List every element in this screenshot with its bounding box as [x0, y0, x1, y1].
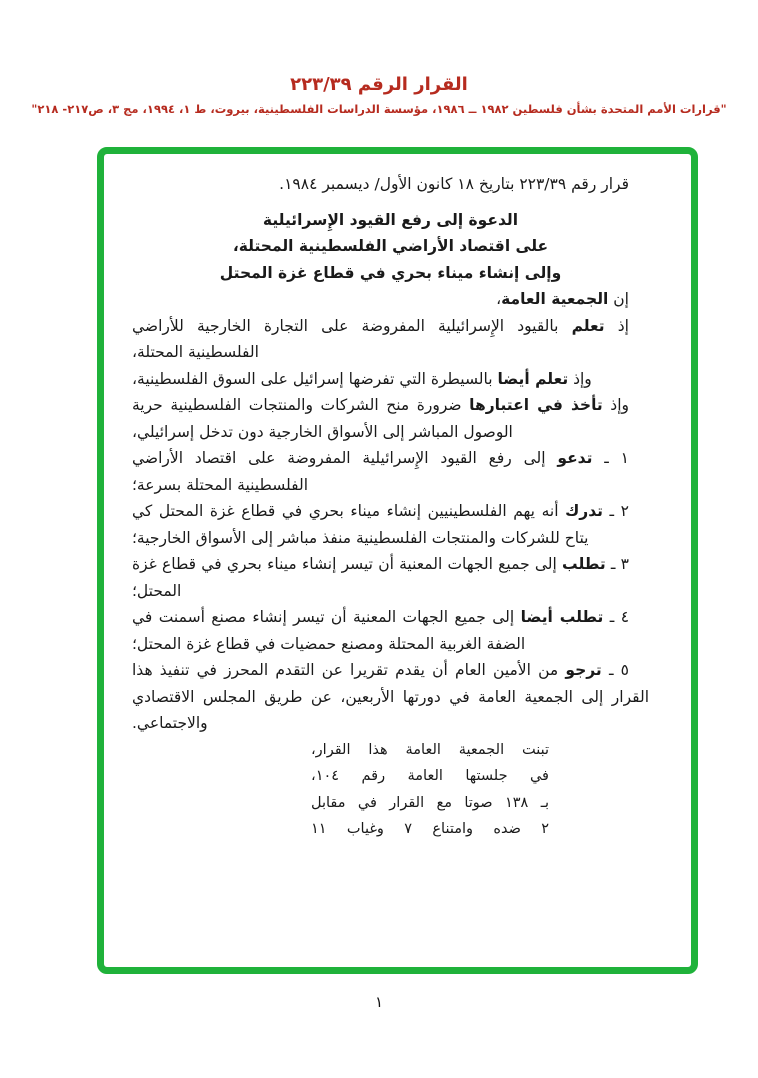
operative-verb: تطلب أيضا: [520, 608, 604, 626]
paragraph-text: وإذ: [602, 396, 629, 414]
paragraph-text: إذ: [604, 316, 629, 335]
resolution-paragraph: [132, 657, 649, 737]
adoption-note-line: ٢ ضده وامتناع ٧ وغياب ١١: [311, 821, 550, 837]
resolution-number-title: القرار الرقم ٢٢٣/٣٩: [290, 74, 468, 95]
adoption-note: [311, 737, 549, 843]
paragraph-text: ضرورة منح الشركات والمنتجات الفلسطينية حرية الوصول المباشر إلى الأسواق الخارجية دون تدخل إسرائيلي،: [132, 396, 513, 441]
operative-verb: تعلم أيضا: [497, 369, 569, 388]
paragraph-text: إلى جميع الجهات المعنية أن تيسر إنشاء ميناء بحري في قطاع غزة المحتل؛: [132, 555, 563, 600]
paragraph-text: بالقيود الإِسرائيلية المفروضة على التجارة الخارجية للأراضي الفلسطينية المحتلة،: [132, 316, 572, 361]
paragraph-text: ٢ ـ: [602, 502, 629, 520]
paragraph-text: ،: [496, 290, 502, 308]
operative-verb: تطلب: [562, 555, 606, 573]
resolution-paragraph: [132, 604, 649, 657]
resolution-title-line: وإلى إنشاء ميناء بحري في قطاع غزة المحتل: [219, 263, 562, 282]
resolution-paragraph: [132, 313, 649, 366]
document-header: [0, 74, 758, 116]
operative-verb: تدرك: [565, 502, 603, 520]
operative-verb: الجمعية العامة: [501, 290, 609, 308]
operative-verb: تعلم: [571, 316, 605, 335]
adoption-note-line: في جلستها العامة رقم ١٠٤،: [311, 768, 549, 784]
adoption-note-line: بـ ١٣٨ صوتا مع القرار في مقابل: [311, 794, 549, 811]
adoption-note-line: تبنت الجمعية العامة هذا القرار،: [311, 741, 549, 758]
resolution-paragraph: [132, 392, 649, 445]
paragraph-text: إلى رفع القيود الإِسرائيلية المفروضة على اقتصاد الأراضي الفلسطينية المحتلة بسرعة؛: [132, 449, 558, 494]
resolution-paragraph: [132, 286, 649, 313]
resolution-content: [104, 154, 691, 967]
resolution-title-line: على اقتصاد الأراضي الفلسطينية المحتلة،: [232, 237, 549, 255]
paragraph-text: ٥ ـ: [601, 661, 629, 679]
paragraph-text: ٤ ـ: [603, 608, 630, 626]
resolution-paragraph: [132, 366, 649, 393]
page-number: ١: [374, 993, 384, 1011]
operative-verb: ترجو: [565, 661, 602, 679]
source-citation: "قرارات الأمم المتحدة بشأن فلسطين ١٩٨٢ ــ ١٩٨٦، مؤسسة الدراسات الفلسطينية، بيروت، ط ١، ١٩٩٤، مج ٣، ص٢١٧- ٢١٨": [31, 102, 727, 116]
paragraph-text: من الأمين العام أن يقدم تقريرا عن التقدم المحرز في تنفيذ هذا القرار إلى الجمعية العامة في دورتها الأربعين، عن طريق المجلس الاقتصادي والاجتماعي.: [132, 661, 649, 732]
operative-verb: تأخذ في اعتبارها: [469, 396, 603, 414]
paragraph-text: ٣ ـ: [605, 555, 629, 573]
resolution-box: [97, 147, 698, 974]
paragraph-text: إن: [608, 290, 629, 308]
resolution-intro-line: قرار رقم ٢٢٣/٣٩ بتاريخ ١٨ كانون الأول/ ديسمبر ١٩٨٤.: [279, 175, 629, 193]
resolution-title-line: الدعوة إلى رفع القيود الإِسرائيلية: [262, 210, 519, 229]
paragraph-text: ١ ـ: [592, 449, 629, 467]
paragraph-text: أنه يهم الفلسطينيين إنشاء ميناء بحري في قطاع غزة المحتل كي يتاح للشركات والمنتجات الفلسطينية منفذ مباشر إلى الأسواق الخارجية؛: [132, 502, 589, 547]
resolution-title: [132, 207, 649, 287]
resolution-paragraphs: [132, 286, 649, 737]
paragraph-text: إلى جميع الجهات المعنية أن تيسر إنشاء مصنع أسمنت في الضفة الغربية المحتلة ومصنع حمضيات في قطاع غزة المحتل؛: [132, 608, 526, 653]
paragraph-text: بالسيطرة التي تفرضها إسرائيل على السوق الفلسطينية،: [132, 369, 498, 388]
resolution-paragraph: [132, 498, 649, 551]
operative-verb: تدعو: [557, 449, 593, 467]
resolution-paragraph: [132, 551, 649, 604]
resolution-paragraph: [132, 445, 649, 498]
paragraph-text: وإذ: [568, 369, 592, 388]
